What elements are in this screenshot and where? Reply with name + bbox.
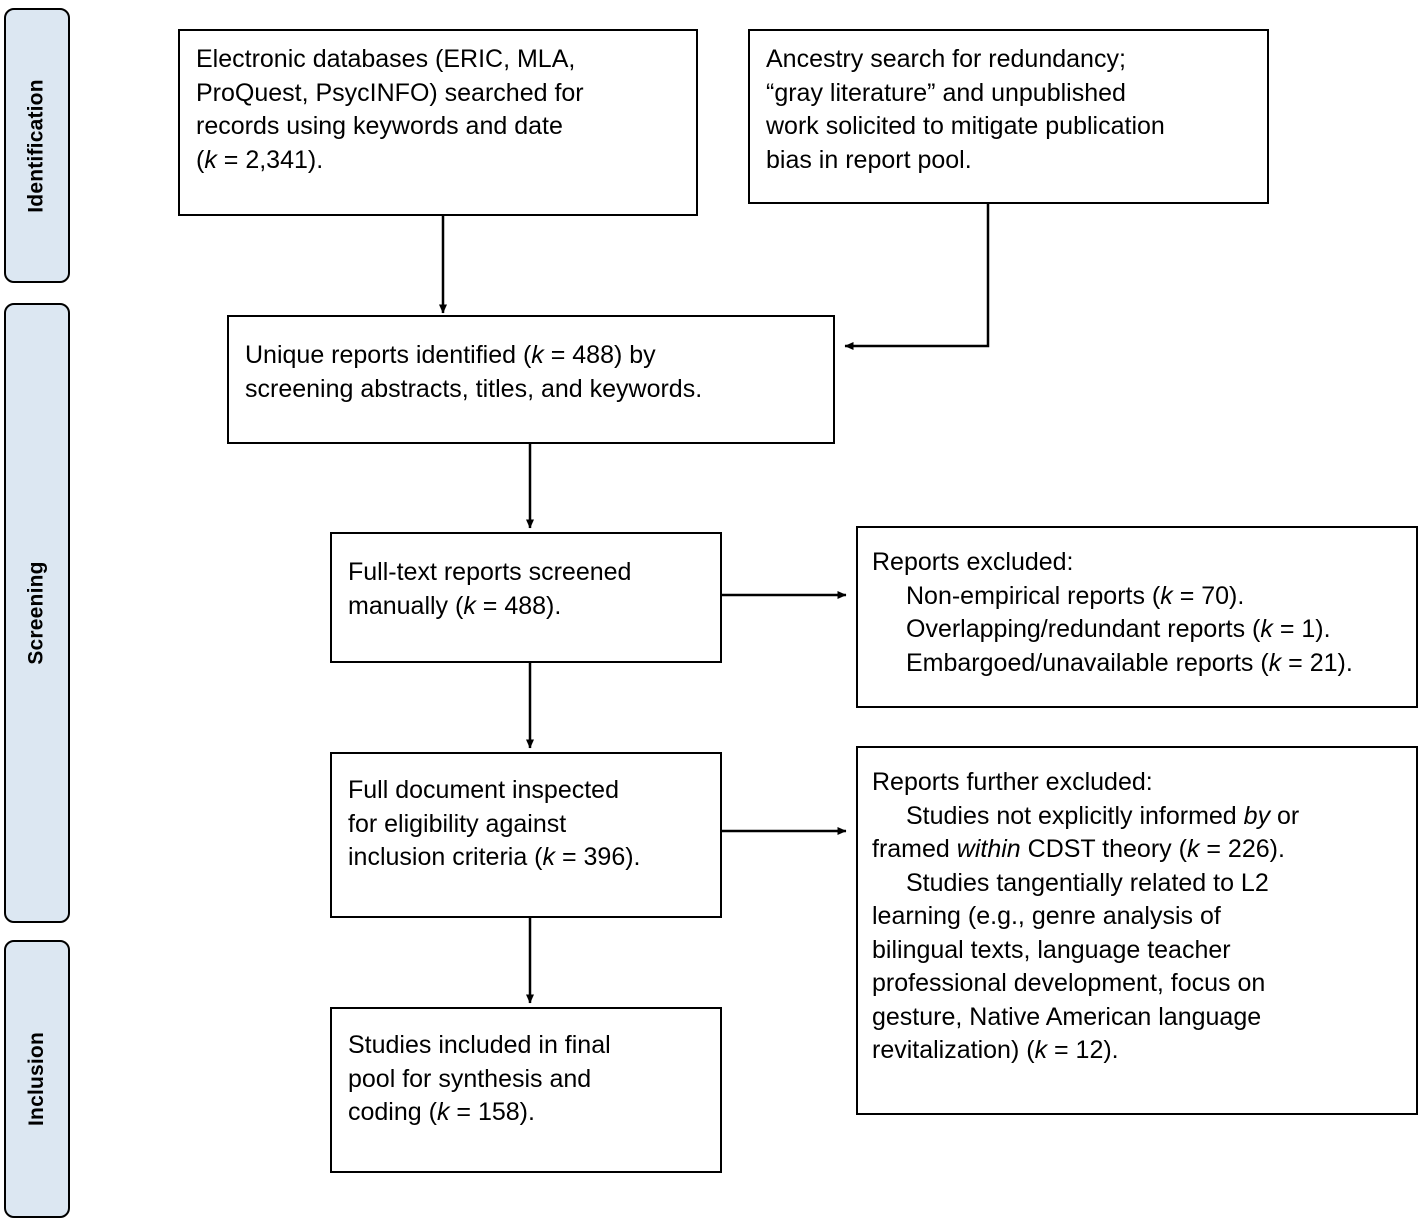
excluded-item-line: bilingual texts, language teacher: [872, 935, 1231, 964]
box-electronic-databases: [178, 29, 698, 216]
excluded-item: [872, 867, 1402, 1068]
stage-band-inclusion: [4, 940, 70, 1218]
box-reports-excluded: [856, 526, 1418, 708]
box-fulltext-screened: [330, 532, 722, 663]
stage-band-screening: [4, 303, 70, 923]
excluded-item-line: framed within CDST theory (k = 226).: [872, 835, 1285, 863]
k-symbol: k: [531, 341, 544, 369]
k-symbol: k: [1186, 835, 1200, 863]
box-line: Full-text reports screened: [348, 558, 632, 586]
box-line: coding (k = 158).: [348, 1098, 535, 1126]
excluded-item: Embargoed/unavailable reports (k = 21).: [906, 648, 1353, 677]
box-line: “gray literature” and unpublished: [766, 78, 1126, 107]
excluded-item-line: learning (e.g., genre analysis of: [872, 902, 1221, 930]
excluded-title: Reports excluded:: [872, 548, 1074, 576]
box-line: Unique reports identified (k = 488) by: [245, 341, 656, 369]
k-symbol: k: [542, 843, 556, 871]
emphasis-by: by: [1243, 801, 1271, 830]
box-line: Electronic databases (ERIC, MLA,: [196, 45, 576, 73]
box-line: ProQuest, PsycINFO) searched for: [196, 78, 584, 107]
k-symbol: k: [436, 1098, 450, 1126]
box-line: Full document inspected: [348, 776, 619, 804]
k-symbol: k: [1034, 1036, 1048, 1064]
box-reports-further-excluded: [856, 746, 1418, 1115]
box-line: for eligibility against: [348, 809, 567, 838]
k-symbol: k: [1260, 615, 1273, 643]
excluded-item: Overlapping/redundant reports (k = 1).: [906, 615, 1331, 643]
excluded-item-line: gesture, Native American language: [872, 1002, 1262, 1031]
stage-label-screening: Screening: [25, 561, 48, 665]
k-symbol: k: [1160, 581, 1173, 610]
box-line: Ancestry search for redundancy;: [766, 45, 1126, 73]
box-studies-included: [330, 1007, 722, 1173]
excluded-item: Non-empirical reports (k = 70).: [906, 581, 1245, 610]
excluded-item-line: Studies tangentially related to L2: [906, 868, 1269, 897]
box-line: bias in report pool.: [766, 145, 972, 174]
box-line: work solicited to mitigate publication: [766, 112, 1165, 140]
stage-label-inclusion: Inclusion: [25, 1032, 49, 1126]
box-line: inclusion criteria (k = 396).: [348, 843, 641, 871]
excluded-item: Studies not explicitly informed by or framed within CDST theory (k = 226).: [872, 800, 1402, 867]
k-symbol: k: [204, 145, 217, 174]
excluded-item-line: professional development, focus on: [872, 969, 1266, 997]
excluded-title: Reports further excluded:: [872, 768, 1153, 796]
box-eligibility-inspection: [330, 752, 722, 918]
k-symbol: k: [1268, 648, 1282, 677]
excluded-item-line: revitalization) (k = 12).: [872, 1036, 1119, 1064]
box-line: records using keywords and date: [196, 112, 563, 140]
stage-label-identification: Identification: [25, 78, 48, 213]
box-line: Studies included in final: [348, 1031, 611, 1059]
box-line: pool for synthesis and: [348, 1064, 592, 1093]
k-symbol: k: [463, 591, 476, 620]
arrow-ancestry-to-unique: [845, 204, 988, 346]
box-line-count: (k = 2,341).: [196, 145, 324, 174]
box-unique-reports: [227, 315, 835, 444]
box-ancestry-search: [748, 29, 1269, 204]
stage-band-identification: [4, 8, 70, 283]
box-line: manually (k = 488).: [348, 591, 562, 620]
box-line: screening abstracts, titles, and keywords.: [245, 374, 703, 403]
emphasis-within: within: [956, 835, 1021, 863]
